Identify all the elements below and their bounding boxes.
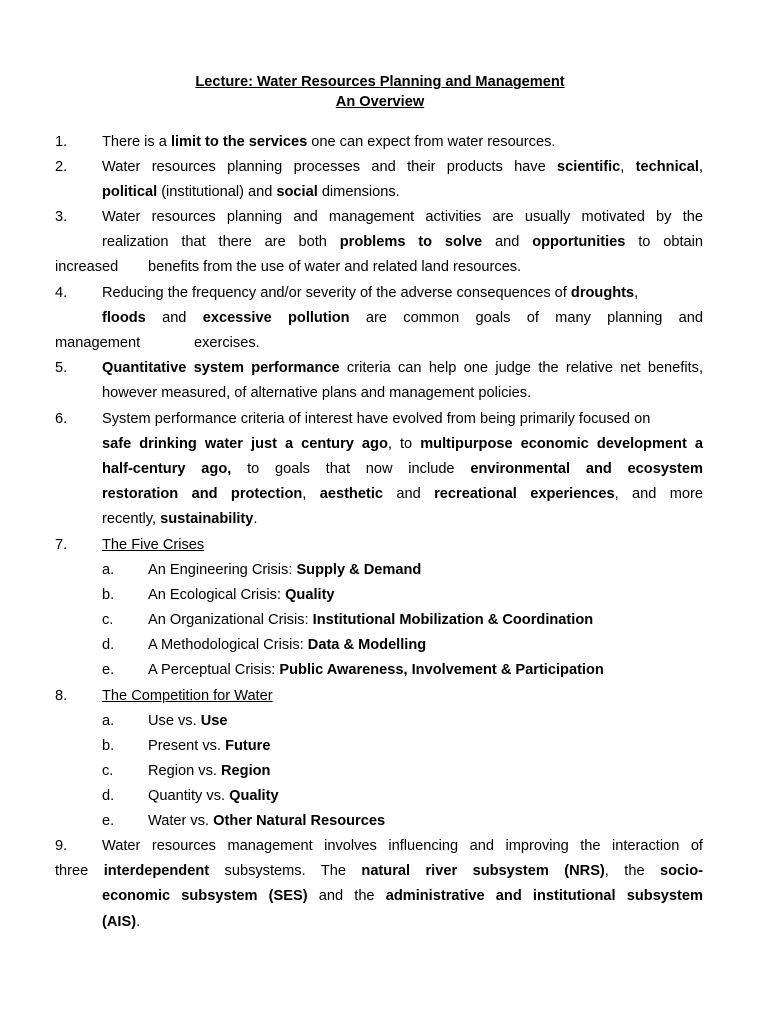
item-number: 9. [55, 838, 68, 854]
item-3-line [102, 208, 703, 226]
sub-item-text [148, 561, 421, 579]
item-number: 7. [55, 537, 68, 553]
sub-item-letter: a. [102, 713, 115, 729]
item-4-line-seg: droughts [570, 285, 635, 301]
item-4-line-seg: excessive pollution [202, 310, 350, 326]
sub-item-emphasis: Other Natural Resources [213, 813, 386, 829]
item-3-line-seg: and [482, 234, 533, 250]
item-6-line [102, 410, 650, 428]
item-5-line-seg: Quantitative system performance [102, 360, 340, 376]
item-number: 5. [55, 360, 68, 376]
sub-item-emphasis: Quality [229, 788, 279, 804]
sub-item-emphasis: Future [225, 738, 271, 754]
item-6-line-seg: recreational experiences [434, 486, 615, 502]
sub-item-letter: e. [102, 662, 115, 678]
item-9-line-seg: . [136, 914, 141, 930]
item-3-line-seg: benefits from the use of water and related land resources. [148, 259, 522, 275]
item-9-line-seg: three [55, 863, 104, 879]
sub-item-text [148, 712, 228, 730]
item-6-line-seg: environmental and ecosystem [470, 461, 704, 477]
item-9-line [102, 837, 703, 855]
item-5-line [102, 359, 703, 377]
sub-item-text [148, 611, 593, 629]
sub-item-letter: d. [102, 637, 115, 653]
item-6-line [102, 510, 257, 528]
item-9-line-seg: interdependent [103, 863, 210, 879]
item-6-line [102, 460, 703, 478]
item-6-line-seg: , to [387, 436, 421, 452]
item-3-line-seg: increased [55, 259, 119, 275]
item-2-line [102, 158, 703, 176]
item-number: 3. [55, 209, 68, 225]
item-1-line-seg: one can expect from water resources. [307, 134, 556, 150]
document-subtitle: An Overview [335, 94, 425, 110]
sub-item-label: An Engineering Crisis: [148, 562, 297, 578]
sub-item-emphasis: Supply & Demand [296, 562, 422, 578]
item-6-line-seg: , and more [614, 486, 704, 502]
item-number: 2. [55, 159, 68, 175]
item-6-line-seg: sustainability [160, 511, 254, 527]
sub-item-text [148, 661, 604, 679]
item-3-line [102, 233, 703, 251]
item-4-line [102, 309, 703, 327]
sub-item-text [148, 762, 270, 780]
sub-item-label: A Methodological Crisis: [148, 637, 308, 653]
item-number: 1. [55, 134, 68, 150]
item-6-line [102, 485, 703, 503]
item-6-line-seg: aesthetic [319, 486, 383, 502]
item-4-line-seg: Reducing the frequency and/or severity of the adverse consequences of [102, 285, 571, 301]
item-6-line-seg: . [253, 511, 258, 527]
item-9-line-seg: socio- [660, 863, 703, 879]
sub-item-emphasis: Public Awareness, Involvement & Participation [279, 662, 604, 678]
item-1-line-seg: limit to the services [170, 134, 308, 150]
item-2-line-seg: social [276, 184, 318, 200]
item-2-line-seg: political [102, 184, 158, 200]
item-6-line-seg: restoration and protection [102, 486, 303, 502]
sub-item-emphasis: Use [200, 713, 228, 729]
sub-item-label: Quantity vs. [148, 788, 230, 804]
sub-item-letter: e. [102, 813, 115, 829]
sub-item-letter: b. [102, 587, 115, 603]
item-4-line-seg: exercises. [194, 335, 260, 351]
item-4-line [102, 284, 638, 302]
item-number: 8. [55, 688, 68, 704]
sub-item-text [148, 636, 426, 654]
item-9-line-seg: (AIS) [102, 914, 137, 930]
sub-item-text [148, 737, 270, 755]
sub-item-label: Present vs. [148, 738, 226, 754]
item-9-line [102, 913, 140, 931]
sub-item-label: Water vs. [148, 813, 214, 829]
item-number: 4. [55, 285, 68, 301]
item-6-line [102, 435, 703, 453]
sub-item-letter: b. [102, 738, 115, 754]
sub-item-label: Use vs. [148, 713, 201, 729]
sub-item-emphasis: Quality [285, 587, 335, 603]
sub-item-label: An Ecological Crisis: [148, 587, 286, 603]
item-9-line-seg: and the [307, 888, 386, 904]
sub-item-label: Region vs. [148, 763, 222, 779]
item-2-line-seg: , [620, 159, 636, 175]
item-6-line-seg: , [302, 486, 320, 502]
item-6-line-seg: half-century ago, [102, 461, 232, 477]
item-3-line-seg: problems to solve [339, 234, 483, 250]
item-3-line-seg: realization that there are both [102, 234, 340, 250]
sub-item-label: An Organizational Crisis: [148, 612, 313, 628]
item-9-line-seg: economic subsystem (SES) [102, 888, 308, 904]
section-heading [102, 536, 204, 554]
item-3-line [55, 258, 522, 276]
sub-item-text [148, 787, 279, 805]
item-6-line-seg: safe drinking water just a century ago [102, 436, 388, 452]
sub-item-emphasis: Data & Modelling [307, 637, 427, 653]
item-number: 6. [55, 411, 68, 427]
item-2-line-seg: technical [635, 159, 699, 175]
item-2-line-seg: scientific [557, 159, 621, 175]
document-title: Lecture: Water Resources Planning and Management [195, 74, 565, 90]
item-5-line [102, 384, 531, 402]
item-6-line-seg: multipurpose economic development a [420, 436, 703, 452]
sub-item-text [148, 812, 385, 830]
item-6-line-seg: System performance criteria of interest have evolved from being primarily focused on [102, 411, 651, 427]
item-4-line-seg: management [55, 335, 141, 351]
sub-item-label: A Perceptual Crisis: [148, 662, 280, 678]
item-3-line-seg: opportunities [532, 234, 626, 250]
item-1-line-seg: There is a [102, 134, 171, 150]
sub-item-text [148, 586, 335, 604]
item-9-line-seg: Water resources management involves influencing and improving the interaction of [102, 838, 703, 854]
item-9-line-seg: administrative and institutional subsystem [385, 888, 703, 904]
item-9-line [102, 887, 703, 905]
item-9-line [55, 862, 703, 880]
sub-item-letter: c. [102, 763, 114, 779]
item-9-line-seg: , the [604, 863, 661, 879]
item-4-line [55, 334, 260, 352]
item-4-line-seg: floods [102, 310, 146, 326]
section-heading-text: The Competition for Water [102, 688, 273, 704]
item-3-line-seg: Water resources planning and management activities are usually motivated by the [102, 209, 703, 225]
item-4-line-seg: and [145, 310, 203, 326]
item-2-line [102, 183, 400, 201]
item-4-line-seg: , [634, 285, 639, 301]
item-2-line-seg: (institutional) and [157, 184, 277, 200]
section-heading [102, 687, 273, 705]
section-heading-text: The Five Crises [102, 537, 205, 553]
item-4-line-seg: are common goals of many planning and [349, 310, 703, 326]
sub-item-letter: d. [102, 788, 115, 804]
item-5-line-seg: however measured, of alternative plans and management policies. [102, 385, 532, 401]
sub-item-letter: c. [102, 612, 114, 628]
sub-item-letter: a. [102, 562, 115, 578]
item-2-line-seg: Water resources planning processes and their products have [102, 159, 558, 175]
item-1-line [102, 133, 555, 151]
item-6-line-seg: recently, [102, 511, 161, 527]
sub-item-emphasis: Institutional Mobilization & Coordination [312, 612, 594, 628]
item-3-line-seg: to obtain [625, 234, 704, 250]
item-2-line-seg: , [698, 159, 703, 175]
item-6-line-seg: and [383, 486, 435, 502]
item-5-line-seg: criteria can help one judge the relative net benefits, [339, 360, 703, 376]
item-2-line-seg: dimensions. [317, 184, 400, 200]
sub-item-emphasis: Region [221, 763, 271, 779]
item-9-line-seg: subsystems. The [209, 863, 362, 879]
item-6-line-seg: to goals that now include [231, 461, 471, 477]
item-9-line-seg: natural river subsystem (NRS) [361, 863, 605, 879]
